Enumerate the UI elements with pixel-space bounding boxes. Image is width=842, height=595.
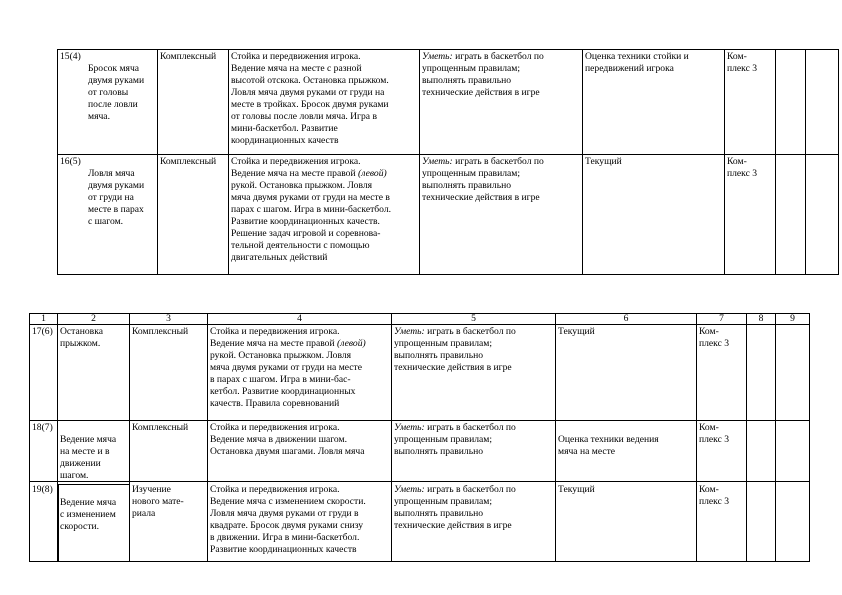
col-divider bbox=[746, 313, 747, 562]
requirements: Уметь: играть в баскетбол по упрощенным правилам; выполнять правильно технические действия в игре bbox=[394, 326, 516, 373]
column-header: 3 bbox=[166, 313, 171, 324]
row-divider bbox=[29, 481, 810, 482]
column-header: 9 bbox=[790, 313, 795, 324]
homework: Ком- плекс 3 bbox=[699, 422, 730, 445]
control-type: Оценка техники ведения мяча на месте bbox=[558, 434, 659, 457]
lesson-number: 16(5) bbox=[60, 156, 81, 167]
lesson-number: 17(6) bbox=[32, 326, 53, 337]
lesson-topic: Ловля мяча двумя руками от груди на месте в парах с шагом. bbox=[88, 168, 145, 227]
col-divider bbox=[775, 49, 776, 275]
control-type: Текущий bbox=[558, 326, 595, 337]
lesson-content: Стойка и передвижения игрока. Ведение мяча в движении шагом. Остановка двумя шагами. Ловля мяча bbox=[210, 422, 365, 457]
lesson-number: 19(8) bbox=[32, 484, 53, 495]
lesson-content: Стойка и передвижения игрока. Ведение мяча на месте с разной высотой отскока. Остановка прыжком. Ловля мяча двумя руками от груди на месте в тройках. Бросок двумя руками от головы после ловли мяча. Игра в мини-баскетбол. Развитие координационных качеств bbox=[231, 51, 389, 146]
lesson-content: Стойка и передвижения игрока. Ведение мяча на месте правой (левой) рукой. Остановка прыжком. Ловля мяча двумя руками от груди на месте в парах с шагом. Игра в мини-баскетбол. Развитие координационных качеств. Решение задач игровой и соревнова- тельной деятельности с помощью двигательных действий bbox=[231, 156, 392, 263]
cell-inner-border bbox=[58, 484, 129, 485]
lesson-type: Комплексный bbox=[160, 156, 217, 167]
lesson-type: Комплексный bbox=[160, 51, 217, 62]
requirements: Уметь: играть в баскетбол по упрощенным правилам; выполнять правильно технические действия в игре bbox=[394, 484, 516, 531]
lesson-topic: Ведение мяча на месте и в движении шагом. bbox=[60, 434, 117, 481]
lesson-type: Изучение нового мате- риала bbox=[132, 484, 184, 519]
col-divider bbox=[838, 49, 839, 275]
requirements: Уметь: играть в баскетбол по упрощенным правилам; выполнять правильно bbox=[394, 422, 516, 457]
col-divider bbox=[129, 313, 130, 562]
lesson-content: Стойка и передвижения игрока. Ведение мяча на месте правой (левой) рукой. Остановка прыжком. Ловля мяча двумя руками от груди на месте в парах с шагом. Игра в мини-бас- кетбол. Развитие координационных качеств. Правила соревнований bbox=[210, 326, 366, 409]
col-divider bbox=[809, 313, 810, 562]
column-header: 1 bbox=[41, 313, 46, 324]
column-header: 4 bbox=[297, 313, 302, 324]
control-type: Текущий bbox=[585, 156, 622, 167]
lesson-topic: Остановка прыжком. bbox=[60, 326, 103, 349]
homework: Ком- плекс 3 bbox=[727, 51, 758, 74]
homework: Ком- плекс 3 bbox=[699, 326, 730, 349]
requirements: Уметь: играть в баскетбол по упрощенным правилам; выполнять правильно технические действия в игре bbox=[422, 156, 544, 203]
lesson-content: Стойка и передвижения игрока. Ведение мяча с изменением скорости. Ловля мяча двумя руками от груди в квадрате. Бросок двумя руками снизу в движении. Игра в мини-баскетбол. Развитие координационных качеств bbox=[210, 484, 366, 555]
table-border bbox=[57, 274, 839, 275]
column-header: 5 bbox=[471, 313, 476, 324]
lesson-number: 15(4) bbox=[60, 51, 81, 62]
column-header: 6 bbox=[623, 313, 629, 324]
column-header: 8 bbox=[758, 313, 764, 324]
column-header: 2 bbox=[91, 313, 96, 324]
lesson-type: Комплексный bbox=[132, 422, 189, 433]
cell-inner-border bbox=[58, 484, 59, 562]
lesson-topic: Бросок мяча двумя руками от головы после ловли мяча. bbox=[88, 63, 145, 122]
lesson-number: 18(7) bbox=[32, 422, 53, 433]
col-divider bbox=[805, 49, 806, 275]
lesson-type: Комплексный bbox=[132, 326, 189, 337]
control-type: Текущий bbox=[558, 484, 595, 495]
col-divider bbox=[775, 313, 776, 562]
table-border bbox=[29, 561, 810, 562]
homework: Ком- плекс 3 bbox=[699, 484, 730, 507]
lesson-topic: Ведение мяча с изменением скорости. bbox=[60, 497, 117, 532]
requirements: Уметь: играть в баскетбол по упрощенным правилам; выполнять правильно технические действия в игре bbox=[422, 51, 544, 98]
control-type: Оценка техники стойки и передвижений игрока bbox=[585, 51, 689, 74]
col-divider bbox=[29, 313, 30, 562]
homework: Ком- плекс 3 bbox=[727, 156, 758, 179]
column-header: 7 bbox=[719, 313, 724, 324]
